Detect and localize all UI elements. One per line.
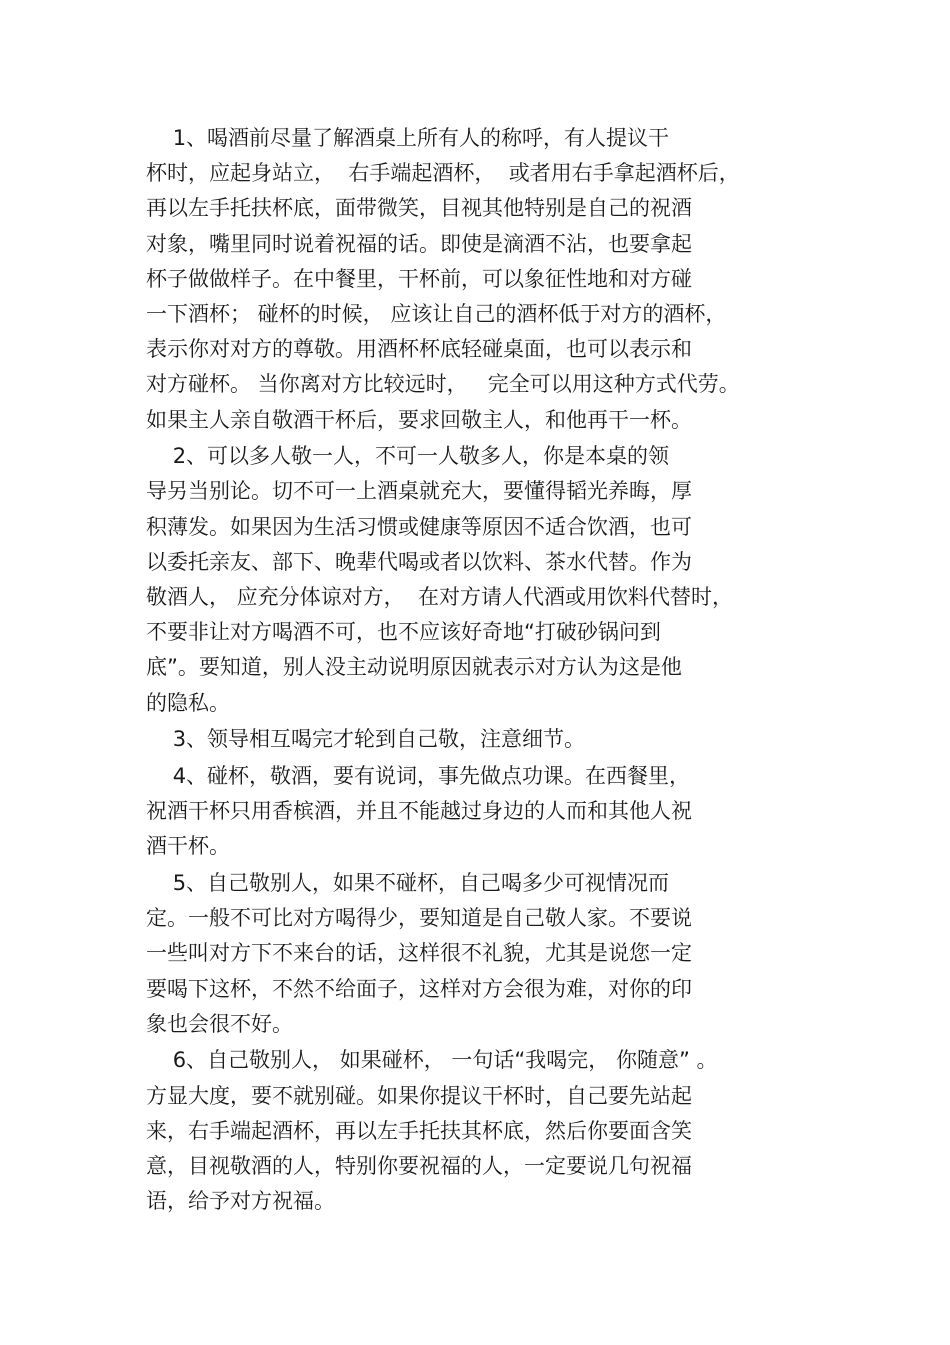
text-line: 方显大度，要不就别碰。如果你提议干杯时，自己要先站起	[146, 1083, 692, 1108]
paragraph-6	[146, 1043, 826, 1219]
document-body	[146, 121, 826, 1219]
text-line: 对方碰杯。 当你离对方比较远时， 完全可以用这种方式代劳。	[146, 372, 740, 397]
text-line: 的隐私。	[146, 690, 230, 715]
paragraph-3	[146, 722, 826, 757]
text-line: 底”。要知道，别人没主动说明原因就表示对方认为这是他	[146, 655, 682, 680]
text-line: 敬酒人， 应充分体谅对方， 在对方请人代酒或用饮料代替时，	[146, 584, 734, 609]
text-line: 2、可以多人敬一人，不可一人敬多人，你是本桌的领	[146, 444, 670, 469]
text-line: 表示你对对方的尊敬。用酒杯杯底轻碰桌面，也可以表示和	[146, 337, 692, 362]
text-line: 1、喝酒前尽量了解酒桌上所有人的称呼，有人提议干	[146, 126, 670, 150]
text-line: 以委托亲友、部下、晚辈代喝或者以饮料、茶水代替。作为	[146, 549, 692, 574]
text-line: 定。一般不可比对方喝得少，要知道是自己敬人家。不要说	[146, 906, 692, 931]
paragraph-1	[146, 121, 826, 438]
text-line: 4、碰杯，敬酒，要有说词，事先做点功课。在西餐里，	[146, 763, 691, 788]
text-line: 一下酒杯； 碰杯的时候， 应该让自己的酒杯低于对方的酒杯，	[146, 301, 727, 326]
text-line: 杯时，应起身站立， 右手端起酒杯， 或者用右手拿起酒杯后，	[146, 161, 740, 186]
text-line: 来，右手端起酒杯，再以左手托扶其杯底，然后你要面含笑	[146, 1118, 692, 1143]
text-line: 酒干杯。	[146, 834, 230, 859]
paragraph-2	[146, 439, 826, 721]
paragraph-5	[146, 866, 826, 1042]
paragraph-4	[146, 759, 826, 865]
text-line: 3、领导相互喝完才轮到自己敬，注意细节。	[146, 727, 586, 752]
text-line: 如果主人亲自敬酒干杯后，要求回敬主人，和他再干一杯。	[146, 407, 692, 432]
text-line: 积薄发。如果因为生活习惯或健康等原因不适合饮酒，也可	[146, 514, 692, 539]
text-line: 6、自己敬别人， 如果碰杯， 一句话“我喝完， 你随意” 。	[146, 1048, 718, 1073]
text-line: 象也会很不好。	[146, 1011, 293, 1036]
text-line: 语，给予对方祝福。	[146, 1189, 335, 1214]
text-line: 要喝下这杯，不然不给面子，这样对方会很为难，对你的印	[146, 976, 692, 1001]
text-line: 5、自己敬别人，如果不碰杯，自己喝多少可视情况而	[146, 870, 670, 895]
text-line: 杯子做做样子。在中餐里，干杯前，可以象征性地和对方碰	[146, 266, 692, 291]
text-line: 不要非让对方喝酒不可，也不应该好奇地“打破砂锅问到	[146, 620, 661, 645]
text-line: 再以左手托扶杯底，面带微笑，目视其他特别是自己的祝酒	[146, 196, 692, 221]
text-line: 导另当别论。切不可一上酒桌就充大，要懂得韬光养晦，厚	[146, 479, 692, 504]
text-line: 祝酒干杯只用香槟酒，并且不能越过身边的人而和其他人祝	[146, 799, 692, 824]
text-line: 对象，嘴里同时说着祝福的话。即使是滴酒不沾，也要拿起	[146, 231, 692, 256]
text-line: 意，目视敬酒的人，特别你要祝福的人，一定要说几句祝福	[146, 1153, 692, 1178]
text-line: 一些叫对方下不来台的话，这样很不礼貌，尤其是说您一定	[146, 941, 692, 966]
